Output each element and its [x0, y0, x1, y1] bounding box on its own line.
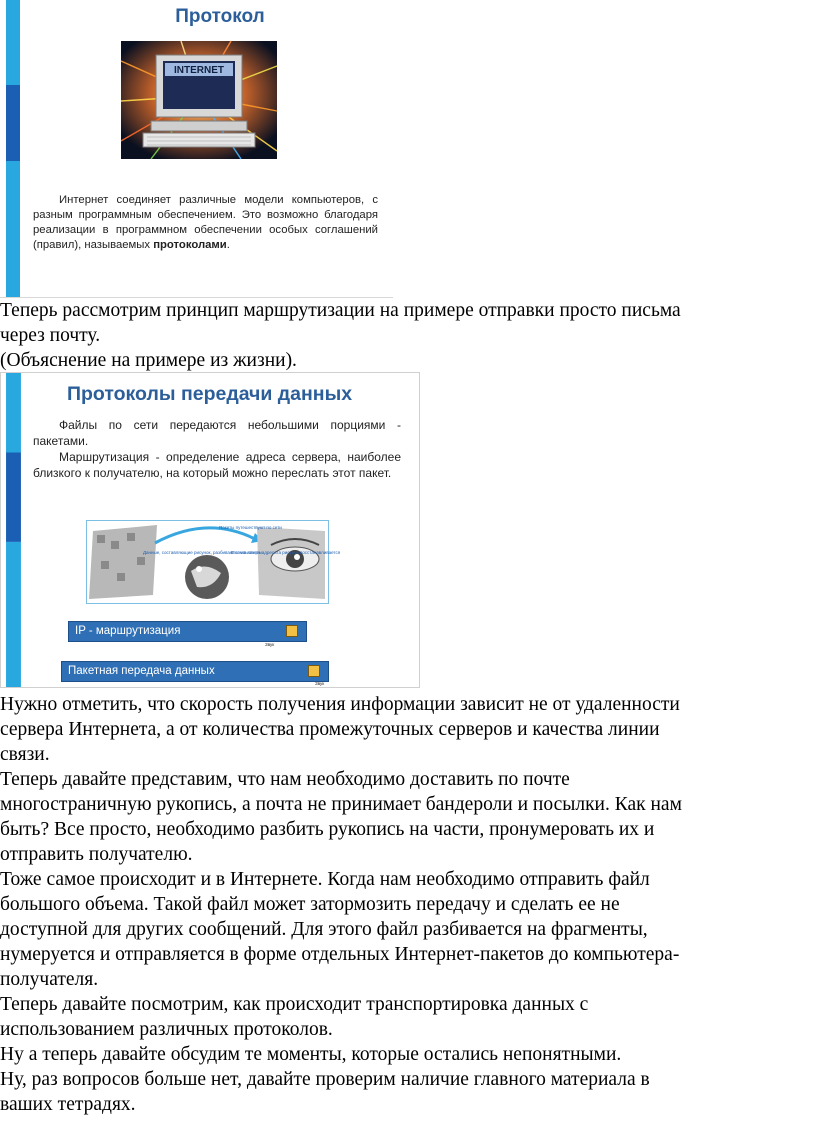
slide-title: Протоколы передачи данных — [67, 383, 353, 405]
slide-protocol — [0, 0, 393, 298]
text-line: Теперь давайте представим, что нам необходимо доставить по почте — [0, 769, 570, 790]
packets-definition: Файлы по сети передаются небольшими порциями - пакетами. — [33, 418, 401, 448]
text-line: получателя. — [0, 969, 99, 990]
slide-title: Протокол — [175, 6, 265, 27]
internet-computer-image — [121, 41, 277, 159]
text-line: (Объяснение на примере из жизни). — [0, 350, 297, 371]
paragraph-transport — [0, 992, 800, 1042]
slide-side-strip — [0, 0, 20, 297]
text-line: Нужно отметить, что скорость получения информации зависит не от удаленности — [0, 694, 680, 715]
text-line: Теперь давайте посмотрим, как происходит транспортировка данных с — [0, 994, 589, 1015]
ip-routing-button[interactable] — [68, 621, 307, 642]
text-line: ваших тетрадях. — [0, 1094, 136, 1115]
slide-body-text — [33, 193, 378, 253]
slide-body-bold-term: протоколами — [153, 239, 227, 251]
text-line: отправить получателю. — [0, 844, 193, 865]
ip-routing-label: IP - маршрутизация — [75, 625, 181, 637]
text-line: использованием различных протоколов. — [0, 1019, 333, 1040]
sound-caption: Звук — [265, 642, 275, 647]
speaker-icon[interactable] — [308, 665, 320, 677]
text-line: многостраничную рукопись, а почта не принимает бандероли и посылки. Как нам — [0, 794, 682, 815]
paragraph-routing-intro — [0, 298, 800, 373]
paragraph-internet-packets — [0, 867, 800, 992]
packet-diagram-illustration — [87, 521, 341, 603]
text-line: большого объема. Такой файл может затормозить передачу и сделать ее не — [0, 894, 620, 915]
slide-body-text-part: Интернет соединяет различные модели компьютеров, с разным программным обеспечением. Это возможно благодаря реализации в программном обеспечении особых соглашений (правил), называемых — [33, 194, 378, 251]
text-line: Ну, раз вопросов больше нет, давайте проверим наличие главного материала в — [0, 1069, 650, 1090]
slide-body-text-end: . — [226, 239, 230, 251]
text-line: доступной для других сообщений. Для этого файл разбивается на фрагменты, — [0, 919, 648, 940]
text-line: через почту. — [0, 325, 101, 346]
text-line: сервера Интернета, а от количества промежуточных серверов и качества линии — [0, 719, 660, 740]
sound-caption: Звук — [315, 681, 325, 686]
internet-monitor-icon — [121, 41, 277, 159]
packet-routing-diagram — [86, 520, 341, 604]
slide-side-strip — [1, 373, 21, 687]
text-line: связи. — [0, 744, 50, 765]
text-line: нумеруется и отправляется в форме отдельных Интернет-пакетов до компьютера- — [0, 944, 680, 965]
slide-data-protocols — [0, 372, 420, 688]
text-line: Ну а теперь давайте обсудим те моменты, которые остались непонятными. — [0, 1044, 622, 1065]
paragraph-manuscript — [0, 767, 800, 867]
slide-body-text — [33, 417, 401, 481]
diagram-right-label: В компьютере адресата рисунок восстанавливается — [231, 550, 341, 555]
paragraph-check-notes — [0, 1067, 800, 1117]
speaker-icon[interactable] — [286, 625, 298, 637]
text-line: Тоже самое происходит и в Интернете. Когда нам необходимо отправить файл — [0, 869, 650, 890]
diagram-top-label: Пакеты путешествуют по сети — [219, 525, 282, 530]
packet-transfer-label: Пакетная передача данных — [68, 665, 215, 677]
packet-transfer-button[interactable] — [61, 661, 329, 682]
diagram-left-label: Данные, составляющие рисунок, разбиваются на пакеты — [143, 550, 262, 555]
routing-definition: Маршрутизация - определение адреса сервера, наиболее близкого к получателю, на который можно переслать этот пакет. — [33, 450, 401, 480]
internet-banner-text: INTERNET — [174, 65, 224, 76]
text-line: Теперь рассмотрим принцип маршрутизации на примере отправки просто письма — [0, 300, 681, 321]
paragraph-discussion — [0, 1042, 800, 1067]
text-line: быть? Все просто, необходимо разбить рукопись на части, пронумеровать их и — [0, 819, 655, 840]
paragraph-speed — [0, 692, 800, 767]
